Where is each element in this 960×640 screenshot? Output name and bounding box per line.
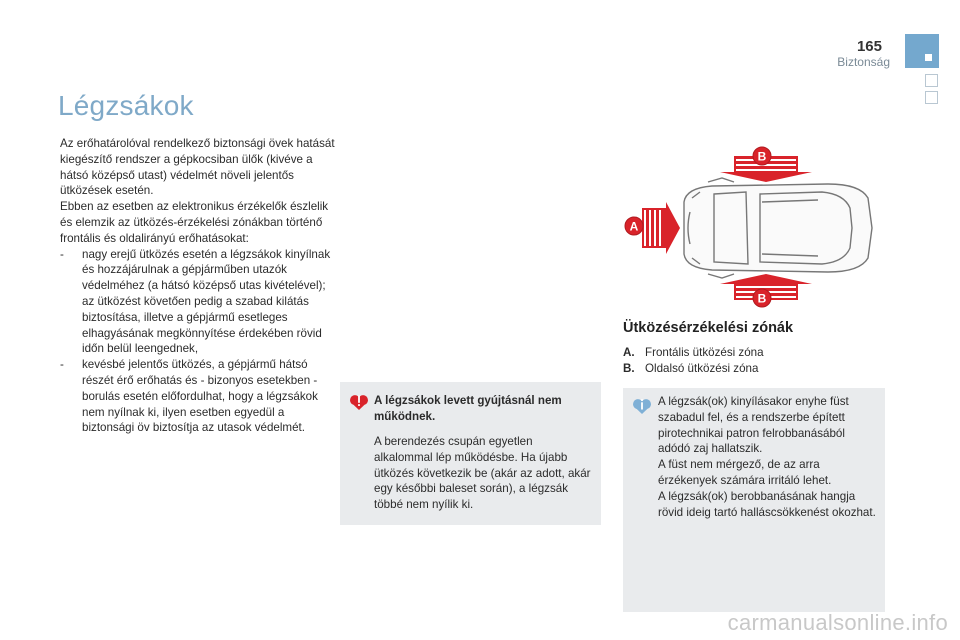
zone-item-a	[623, 346, 764, 359]
bullet-item	[60, 357, 335, 436]
info-line: A légzsák(ok) berobbanásának hangja rövid ideig tartó halláscsökkenést okozhat.	[658, 489, 876, 519]
info-box	[623, 388, 885, 612]
zone-key: B.	[623, 362, 635, 375]
intro-paragraph-2: Ebben az esetben az elektronikus érzékelők észlelik és elemzik az ütközés-érzékelési zónákban történő frontális és oldalirányú erőhatásokat:	[60, 200, 329, 245]
label-a: A	[629, 219, 639, 234]
warning-box	[340, 382, 601, 525]
crash-zones-diagram	[622, 142, 884, 314]
section-name: Biztonság	[837, 55, 890, 69]
watermark: carmanualsonline.info	[727, 610, 948, 635]
page-number: 165	[856, 38, 882, 55]
front-impact-arrows	[642, 202, 680, 254]
warning-title: A légzsákok levett gyújtásnál nem működnek.	[374, 394, 562, 423]
intro-text	[60, 136, 335, 436]
zones-title: Ütközésérzékelési zónák	[623, 320, 794, 336]
intro-paragraph-1: Az erőhatárolóval rendelkező biztonsági övek hatását kiegészítő rendszer a gépkocsiban ülők (kivéve a hátsó középső utast) védelmét növeli jelentős ütközések esetén.	[60, 137, 335, 198]
exclamation-warning-icon	[350, 392, 368, 410]
label-b-top: B	[757, 149, 767, 164]
zone-text: Frontális ütközési zóna	[645, 346, 764, 359]
info-text	[658, 394, 880, 520]
label-b-bottom: B	[757, 291, 767, 306]
zone-item-b	[623, 362, 758, 375]
info-line: A légzsák(ok) kinyílásakor enyhe füst szabadul fel, és a rendszerbe épített pirotechnikai patron felrobbanásából adódó zaj hallatszik.	[658, 395, 849, 456]
bullet-text: nagy erejű ütközés esetén a légzsákok kinyílnak és hozzájárulnak a gépjárműben utazók védelméhez (a hátsó középső utas kivételével); az ütközést követően pedig a szabad kilátás biztosítása, illetve a gépjármű esetleges elhagyásának megkönnyítése érdekében rövid időn belül leengednek,	[82, 247, 331, 356]
page-title: Légzsákok	[58, 90, 194, 121]
nav-square-1	[925, 74, 938, 87]
nav-square-2	[925, 91, 938, 104]
warning-text: A berendezés csupán egyetlen alkalommal lép működésbe. Ha újabb ütközés következik be (akár az adott, akár egy későbbi baleset során), a légzsák többé nem nyílik ki.	[374, 435, 591, 512]
bullet-dash: -	[60, 247, 64, 261]
bullet-item	[60, 247, 335, 358]
zone-text: Oldalsó ütközési zóna	[645, 362, 759, 375]
bullet-dash: -	[60, 358, 64, 372]
car-top-view	[684, 178, 872, 278]
info-icon	[633, 396, 651, 414]
section-marker	[905, 34, 939, 68]
marker-dot	[925, 54, 932, 61]
zone-key: A.	[623, 346, 635, 359]
info-line: A füst nem mérgező, de az arra érzékenyek számára irritáló lehet.	[658, 458, 832, 487]
bullet-text: kevésbé jelentős ütközés, a gépjármű hátsó részét érő erőhatás és - bizonyos esetekben - borulás esetén előfordulhat, hogy a légzsákok nem nyílnak ki, ilyen esetben egyedül a biztonsági öv biztosítja az utasok védelmét.	[82, 358, 318, 435]
